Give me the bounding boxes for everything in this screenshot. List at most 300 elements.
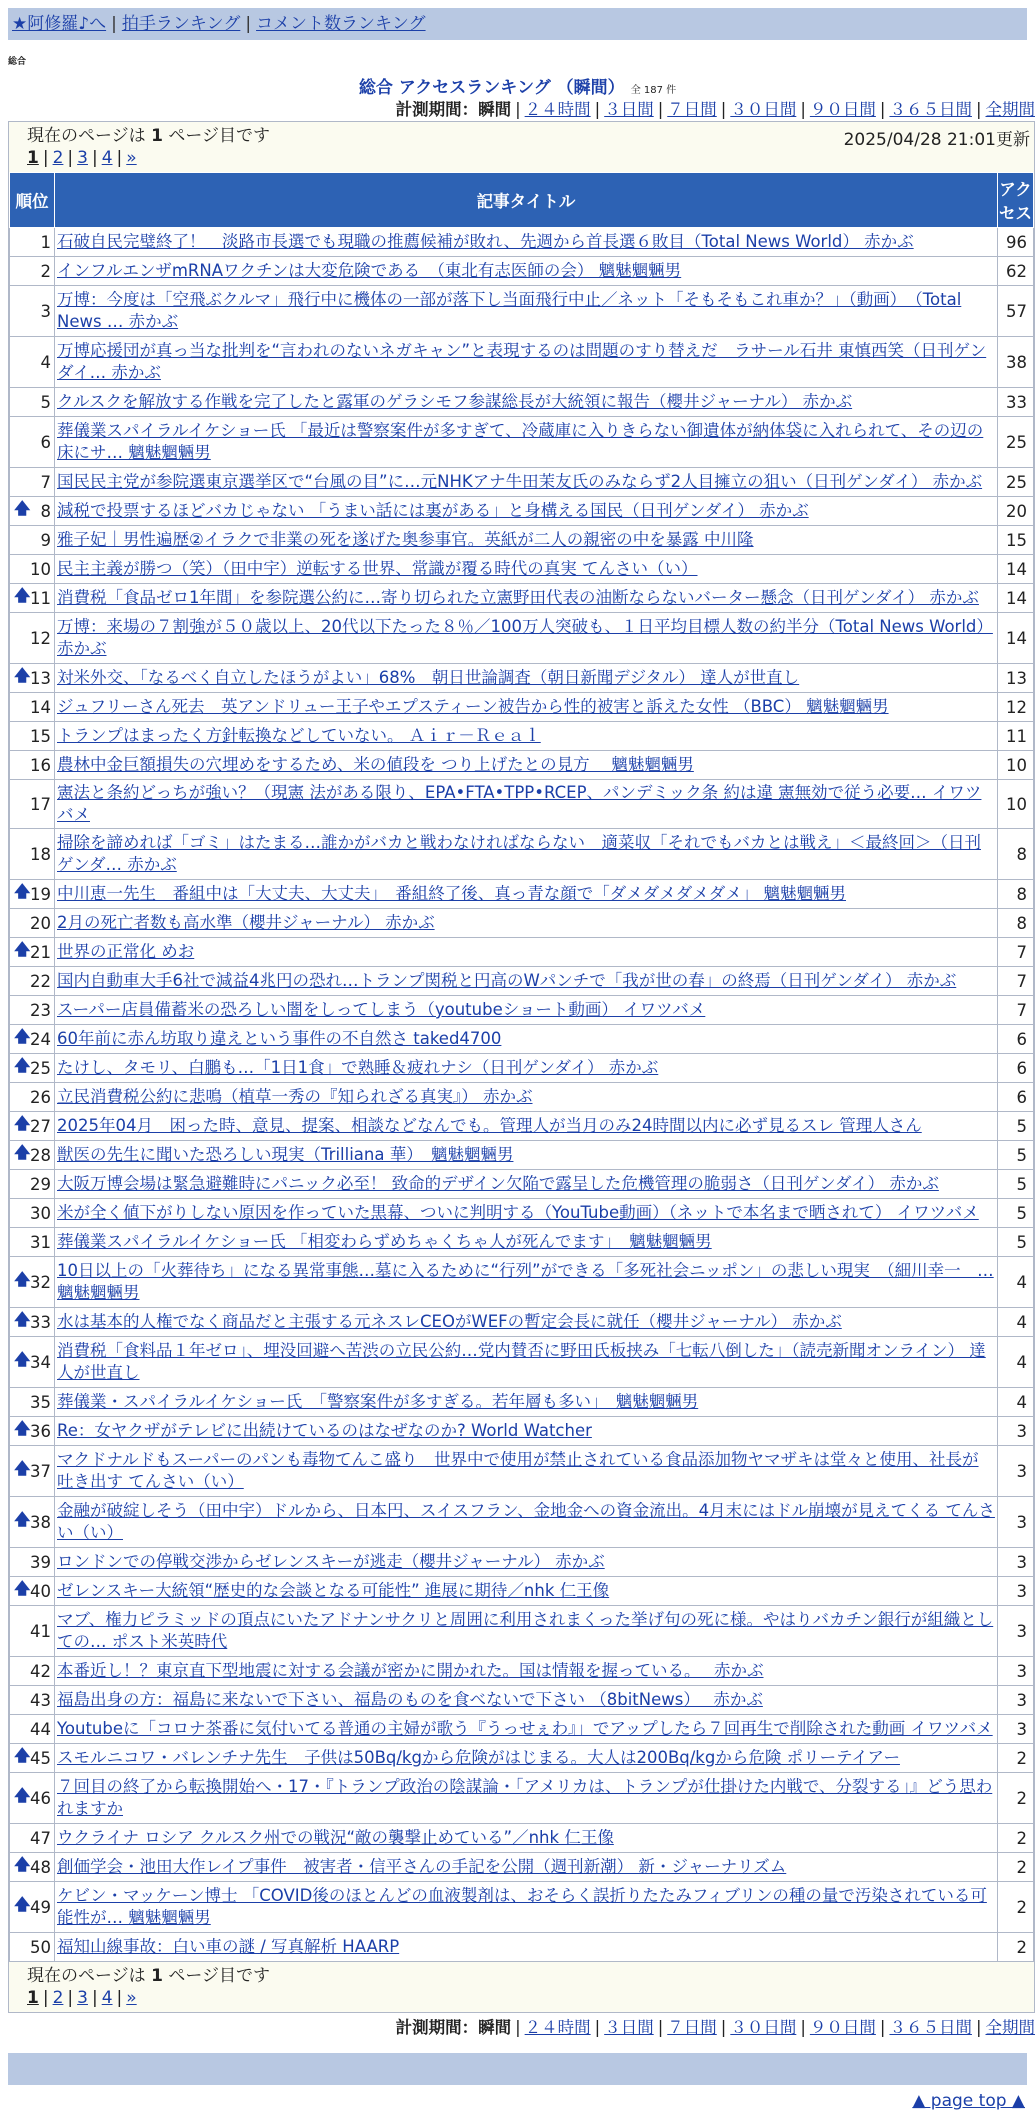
table-row [10, 967, 1034, 996]
table-row [10, 1773, 1034, 1824]
article-link[interactable]: ジュフリーさん死去 英アンドリュー王子やエプスティーン被告から性的被害と訴えた女性 （BBC） 魑魅魍魎男 [57, 697, 889, 716]
title-cell [55, 996, 998, 1025]
rank-number: 7 [41, 473, 52, 492]
page-info-pre: 現在のページは [27, 1966, 151, 1986]
period-sep: | [976, 100, 982, 119]
article-link[interactable]: 中川恵一先生 番組中は「大丈夫、大丈夫」 番組終了後、真っ青な顔で「ダメダメダメダメ」 魑魅魍魎男 [57, 884, 846, 903]
rank-number: 18 [30, 845, 51, 864]
rank-number: 46 [30, 1789, 51, 1808]
table-row [10, 1446, 1034, 1497]
bottom-bar [8, 2053, 1027, 2085]
period-current: 瞬間 [478, 2018, 511, 2037]
access-count: 4 [998, 1308, 1034, 1337]
rank-cell [10, 1054, 55, 1083]
table-row [10, 1744, 1034, 1773]
arrow-up-icon: 🡅 [14, 585, 30, 612]
nav-sep: | [111, 14, 117, 34]
rank-cell [10, 1744, 55, 1773]
rank-cell [10, 526, 55, 555]
rank-number: 47 [30, 1829, 51, 1848]
rank-cell [10, 1083, 55, 1112]
access-count: 14 [998, 555, 1034, 584]
article-link[interactable]: たけし、タモリ、白鵬も…「1日1食」で熟睡＆疲れナシ（日刊ゲンダイ） 赤かぶ [57, 1058, 658, 1077]
access-count: 6 [998, 1025, 1034, 1054]
table-row [10, 417, 1034, 468]
article-link[interactable]: 創価学会・池田大作レイプ事件 被害者・信平さんの手記を公開（週刊新潮） 新・ジャーナリズム [57, 1857, 786, 1876]
title-cell [55, 1257, 998, 1308]
rank-cell [10, 1606, 55, 1657]
arrow-up-icon: 🡅 [14, 1349, 30, 1376]
period-selector-bottom [0, 2017, 1035, 2039]
article-link[interactable]: 福知山線事故：白い車の謎 / 写真解析 HAARP [57, 1937, 399, 1956]
arrow-up-icon: 🡅 [14, 1026, 30, 1053]
title-cell [55, 967, 998, 996]
table-row [10, 1112, 1034, 1141]
rank-cell [10, 286, 55, 337]
period-link[interactable]: ３０日間 [730, 2018, 796, 2037]
article-link[interactable]: 国内自動車大手6社で減益4兆円の恐れ…トランプ関税と円高のWパンチで「我が世の春」の終焉（日刊ゲンダイ） 赤かぶ [57, 971, 956, 990]
pager-current: 1 [27, 148, 39, 168]
article-link[interactable]: 農林中金巨額損失の穴埋めをするため、米の値段を つり上げたとの見方 魑魅魍魎男 [57, 755, 694, 774]
pager-link[interactable]: 4 [102, 1988, 113, 2008]
pager-link[interactable]: 2 [53, 148, 64, 168]
rank-cell [10, 1141, 55, 1170]
access-count: 7 [998, 996, 1034, 1025]
table-row [10, 584, 1034, 613]
rank-number: 3 [41, 302, 52, 321]
table-row [10, 1199, 1034, 1228]
rank-number: 42 [30, 1662, 51, 1681]
article-link[interactable]: 10日以上の「火葬待ち」になる異常事態…墓に入るために“行列”ができる「多死社会ニッポン」の悲しい現実 （細川幸一 … 魑魅魍魎男 [57, 1261, 994, 1302]
article-link[interactable]: 国民民主党が参院選東京選挙区で“台風の目”に…元NHKアナ牛田茉友氏のみならず2人目擁立の狙い（日刊ゲンダイ） 赤かぶ [57, 472, 982, 491]
title-cell [55, 780, 998, 829]
article-link[interactable]: 葬儀業・スパイラルイケショー氏 「警察案件が多すぎる。若年層も多い」 魑魅魍魎男 [57, 1392, 698, 1411]
title-cell [55, 228, 998, 257]
access-count: 6 [998, 1054, 1034, 1083]
pager-next[interactable]: » [126, 1988, 136, 2008]
table-row [10, 1257, 1034, 1308]
rank-cell [10, 257, 55, 286]
title-cell [55, 1657, 998, 1686]
title-cell [55, 880, 998, 909]
period-sep: | [515, 100, 521, 119]
article-link[interactable]: 万博：来場の７割強が５０歳以上、20代以下たった８％／100万人突破も、１日平均目標人数の約半分（Total News World） 赤かぶ [57, 617, 993, 658]
period-link[interactable]: 全期間 [986, 100, 1035, 119]
item-count: 全 187 件 [631, 85, 676, 96]
title-cell [55, 1199, 998, 1228]
article-link[interactable]: 減税で投票するほどバカじゃない 「うまい話には裏がある」と身構える国民（日刊ゲンダイ） 赤かぶ [57, 501, 809, 520]
article-link[interactable]: 獣医の先生に聞いた恐ろしい現実（Trilliana 華） 魑魅魍魎男 [57, 1145, 513, 1164]
access-count: 5 [998, 1112, 1034, 1141]
access-count: 3 [998, 1606, 1034, 1657]
period-link[interactable]: ７日間 [667, 100, 717, 119]
pager-sep: | [117, 1988, 123, 2008]
period-link[interactable]: 全期間 [986, 2018, 1035, 2037]
table-row [10, 1025, 1034, 1054]
pager-link[interactable]: 2 [53, 1988, 64, 2008]
rank-number: 38 [30, 1513, 51, 1532]
access-count: 7 [998, 938, 1034, 967]
rank-number: 39 [30, 1553, 51, 1572]
arrow-up-icon: 🡅 [14, 1578, 30, 1605]
rank-number: 24 [30, 1030, 51, 1049]
title-cell [55, 1933, 998, 1962]
access-count: 2 [998, 1744, 1034, 1773]
table-row [10, 1548, 1034, 1577]
article-link[interactable]: 民主主義が勝つ（笑）（田中宇）逆転する世界、常識が覆る時代の真実 てんさい（い） [57, 559, 698, 578]
arrow-up-icon: 🡅 [14, 1269, 30, 1296]
article-link[interactable]: 米が全く値下がりしない原因を作っていた黒幕、ついに判明する（YouTube動画）（ネットで本名まで晒されて） イワツバメ [57, 1203, 979, 1222]
access-count: 10 [998, 780, 1034, 829]
period-sep: | [880, 2018, 886, 2037]
rank-number: 50 [30, 1938, 51, 1957]
article-link[interactable]: 葬儀業スパイラルイケショー氏 「最近は警察案件が多すぎて、冷蔵庫に入りきらない御遺体が納体袋に入れられて、その辺の床にサ… 魑魅魍魎男 [57, 421, 983, 462]
access-count: 3 [998, 1548, 1034, 1577]
arrow-up-icon: 🡅 [14, 881, 30, 908]
article-link[interactable]: 水は基本的人権でなく商品だと主張する元ネスレCEOがWEFの暫定会長に就任（櫻井ジャーナル） 赤かぶ [57, 1312, 842, 1331]
title-cell [55, 1025, 998, 1054]
period-sep: | [721, 2018, 727, 2037]
rank-cell [10, 829, 55, 880]
table-row [10, 257, 1034, 286]
title-cell [55, 1308, 998, 1337]
title-cell [55, 1606, 998, 1657]
rank-number: 45 [30, 1749, 51, 1768]
comment-ranking-link[interactable]: コメント数ランキング [256, 14, 426, 34]
rank-number: 11 [30, 589, 51, 608]
table-row [10, 829, 1034, 880]
arrow-up-icon: 🡅 [14, 498, 30, 525]
article-link[interactable]: 立民消費税公約に悲鳴（植草一秀の『知られざる真実』） 赤かぶ [57, 1087, 533, 1106]
access-count: 14 [998, 584, 1034, 613]
rank-number: 16 [30, 756, 51, 775]
page-top-link[interactable]: ▲ page top ▲ [912, 2091, 1025, 2111]
title-cell [55, 1773, 998, 1824]
pager-sep: | [43, 1988, 49, 2008]
pager-link[interactable]: 3 [77, 148, 88, 168]
period-link[interactable]: ３日間 [604, 2018, 654, 2037]
rank-number: 4 [41, 353, 52, 372]
period-link[interactable]: ７日間 [667, 2018, 717, 2037]
rank-number: 5 [41, 393, 52, 412]
title-cell [55, 1824, 998, 1853]
access-count: 15 [998, 526, 1034, 555]
article-link[interactable]: 消費税「食品ゼロ1年間」を参院選公約に…寄り切られた立憲野田代表の油断ならないバーター懸念（日刊ゲンダイ） 赤かぶ [57, 588, 979, 607]
access-count: 3 [998, 1446, 1034, 1497]
access-count: 25 [998, 417, 1034, 468]
article-link[interactable]: スーパー店員備蓄米の恐ろしい闇をしってしまう（youtubeショート動画） イワツバメ [57, 1000, 705, 1019]
top-nav [8, 8, 1027, 40]
period-sep: | [658, 2018, 664, 2037]
article-link[interactable]: マブ、権力ピラミッドの頂点にいたアドナンサクリと周囲に利用されまくった挙げ句の死に様。やはりバカチン銀行が組織としての… ポスト米英時代 [57, 1610, 993, 1651]
rank-cell [10, 1170, 55, 1199]
period-sep: | [880, 100, 886, 119]
table-row [10, 1933, 1034, 1962]
clap-ranking-link[interactable]: 拍手ランキング [122, 14, 241, 34]
title-cell [55, 751, 998, 780]
arrow-up-icon: 🡅 [14, 1509, 30, 1536]
period-sep: | [595, 2018, 601, 2037]
arrow-up-icon: 🡅 [14, 1309, 30, 1336]
arrow-up-icon: 🡅 [14, 1142, 30, 1169]
article-link[interactable]: 60年前に赤ん坊取り違えという事件の不自然さ taked4700 [57, 1029, 501, 1048]
rank-number: 43 [30, 1691, 51, 1710]
access-count: 4 [998, 1388, 1034, 1417]
table-row [10, 555, 1034, 584]
table-row [10, 1083, 1034, 1112]
title-cell [55, 909, 998, 938]
access-count: 7 [998, 967, 1034, 996]
period-link[interactable]: ３６５日間 [889, 100, 972, 119]
article-link[interactable]: ゼレンスキー大統領“歴史的な会談となる可能性” 進展に期待／nhk 仁王像 [57, 1581, 609, 1600]
title-cell [55, 1141, 998, 1170]
home-link[interactable]: ★阿修羅♪へ [12, 14, 106, 34]
article-link[interactable]: 金融が破綻しそう（田中宇）ドルから、日本円、スイスフラン、金地金への資金流出。4月末にはドル崩壊が見えてくる てんさい（い） [57, 1501, 995, 1542]
table-row [10, 1606, 1034, 1657]
rank-cell [10, 1446, 55, 1497]
rank-cell [10, 1548, 55, 1577]
table-row [10, 1882, 1034, 1933]
article-link[interactable]: インフルエンザmRNAワクチンは大変危険である （東北有志医師の会） 魑魅魍魎男 [57, 261, 681, 280]
rank-number: 35 [30, 1393, 51, 1412]
access-count: 8 [998, 909, 1034, 938]
access-count: 13 [998, 664, 1034, 693]
rank-number: 9 [41, 531, 52, 550]
access-count: 3 [998, 1577, 1034, 1606]
article-link[interactable]: スモルニコワ・バレンチナ先生 子供は50Bq/kgから危険がはじまる。大人は200Bq/kgから危険 ポリーテイアー [57, 1748, 900, 1767]
title-cell [55, 664, 998, 693]
arrow-up-icon: 🡅 [14, 1458, 30, 1485]
article-link[interactable]: 憲法と条約どっちが強い？（現憲 法がある限り、EPA•FTA•TPP•RCEP、パンデミック条 約は違 憲無効で従う必要… イワツバメ [57, 783, 981, 824]
rank-number: 37 [30, 1462, 51, 1481]
period-current: 瞬間 [478, 100, 511, 119]
pager-sep: | [67, 1988, 73, 2008]
period-link[interactable]: ３０日間 [730, 100, 796, 119]
period-link[interactable]: ９０日間 [810, 2018, 876, 2037]
article-link[interactable]: 掃除を諦めれば「ゴミ」はたまる…誰かがバカと戦わなければならない 適菜収「それでもバカとは戦え」＜最終回＞（日刊ゲンダ… 赤かぶ [57, 833, 981, 874]
access-count: 96 [998, 228, 1034, 257]
table-row [10, 1170, 1034, 1199]
rank-number: 15 [30, 727, 51, 746]
rank-cell [10, 388, 55, 417]
rank-cell [10, 468, 55, 497]
title-cell [55, 613, 998, 664]
pager-current: 1 [27, 1988, 39, 2008]
rank-number: 40 [30, 1582, 51, 1601]
rank-number: 8 [41, 502, 52, 521]
rank-cell [10, 417, 55, 468]
rank-number: 26 [30, 1088, 51, 1107]
article-link[interactable]: ウクライナ ロシア クルスク州での戦況“敵の襲撃止めている”／nhk 仁王像 [57, 1828, 614, 1847]
rank-number: 23 [30, 1001, 51, 1020]
rank-cell [10, 228, 55, 257]
title-cell [55, 829, 998, 880]
rank-number: 17 [30, 795, 51, 814]
rank-cell [10, 1388, 55, 1417]
access-count: 14 [998, 613, 1034, 664]
period-sep: | [800, 2018, 806, 2037]
rank-cell [10, 1337, 55, 1388]
table-row [10, 751, 1034, 780]
access-count: 2 [998, 1773, 1034, 1824]
article-link[interactable]: 雅子妃｜男性遍歴②イラクで非業の死を遂げた奥参事官。英紙が二人の親密の中を暴露 中川隆 [57, 530, 754, 549]
rank-cell [10, 909, 55, 938]
page-info-pre: 現在のページは [27, 126, 151, 146]
table-row [10, 1657, 1034, 1686]
access-count: 33 [998, 388, 1034, 417]
category-label: 総合 [8, 54, 1035, 67]
article-link[interactable]: クルスクを解放する作戦を完了したと露軍のゲラシモフ参謀総長が大統領に報告（櫻井ジャーナル） 赤かぶ [57, 392, 852, 411]
access-count: 6 [998, 1083, 1034, 1112]
table-row [10, 1417, 1034, 1446]
period-label: 計測期間： [396, 100, 479, 119]
pager-sep: | [92, 148, 98, 168]
article-link[interactable]: 本番近し！？東京直下型地震に対する会議が密かに開かれた。国は情報を握っている。 赤かぶ [57, 1661, 764, 1680]
access-count: 2 [998, 1882, 1034, 1933]
table-row [10, 1054, 1034, 1083]
rank-cell [10, 938, 55, 967]
rank-cell [10, 1933, 55, 1962]
period-link[interactable]: ３日間 [604, 100, 654, 119]
arrow-up-icon: 🡅 [14, 1854, 30, 1881]
article-link[interactable]: トランプはまったく方針転換などしていない。 Ａｉｒ－Ｒｅａｌ [57, 726, 541, 745]
rank-number: 6 [41, 433, 52, 452]
rank-number: 33 [30, 1313, 51, 1332]
article-link[interactable]: ケビン・マッケーン博士 「COVID後のほとんどの血液製剤は、おそらく誤折りたたみフィブリンの種の量で汚染されている可能性が… 魑魅魍魎男 [57, 1886, 987, 1927]
access-count: 62 [998, 257, 1034, 286]
article-link[interactable]: ロンドンでの停戦交渉からゼレンスキーが逃走（櫻井ジャーナル） 赤かぶ [57, 1552, 605, 1571]
page-info-current: 1 [151, 1966, 163, 1986]
title-cell [55, 1715, 998, 1744]
access-count: 20 [998, 497, 1034, 526]
pager-link[interactable]: 4 [102, 148, 113, 168]
access-count: 57 [998, 286, 1034, 337]
article-link[interactable]: Youtubeに「コロナ茶番に気付いてる普通の主婦が歌う『うっせぇわ』」でアップしたら７回再生で削除された動画 イワツバメ [57, 1719, 993, 1738]
rank-number: 12 [30, 629, 51, 648]
rank-cell [10, 722, 55, 751]
title-cell [55, 1388, 998, 1417]
table-row [10, 1388, 1034, 1417]
article-link[interactable]: 世界の正常化 めお [57, 942, 194, 961]
article-link[interactable]: 消費税「食料品１年ゼロ」、埋没回避へ苦渋の立民公約…党内賛否に野田氏板挟み「七転八倒した」（読売新聞オンライン） 達人が世直し [57, 1341, 986, 1382]
table-row [10, 693, 1034, 722]
period-label: 計測期間： [396, 2018, 479, 2037]
table-row [10, 1228, 1034, 1257]
title-cell [55, 337, 998, 388]
rank-cell [10, 751, 55, 780]
table-row [10, 938, 1034, 967]
title-cell [55, 1853, 998, 1882]
title-cell [55, 1497, 998, 1548]
table-row [10, 1824, 1034, 1853]
article-link[interactable]: 2月の死亡者数も高水準（櫻井ジャーナル） 赤かぶ [57, 913, 435, 932]
article-link[interactable]: 万博：今度は「空飛ぶクルマ」飛行中に機体の一部が落下し当面飛行中止／ネット「そもそもこれ車か？」（動画） （Total News … 赤かぶ [57, 290, 961, 331]
access-count: 38 [998, 337, 1034, 388]
title-cell [55, 1744, 998, 1773]
title-cell [55, 555, 998, 584]
access-count: 5 [998, 1228, 1034, 1257]
title-cell [55, 693, 998, 722]
period-selector [0, 99, 1035, 121]
title-cell [55, 257, 998, 286]
period-link[interactable]: ９０日間 [810, 100, 876, 119]
access-count: 3 [998, 1417, 1034, 1446]
title-cell [55, 286, 998, 337]
rank-number: 36 [30, 1422, 51, 1441]
title-cell [55, 1686, 998, 1715]
nav-sep: | [245, 14, 251, 34]
pager-sep: | [92, 1988, 98, 2008]
table-row [10, 1497, 1034, 1548]
period-sep: | [658, 100, 664, 119]
pager-next[interactable]: » [126, 148, 136, 168]
title-cell [55, 417, 998, 468]
rank-cell [10, 780, 55, 829]
rank-cell [10, 555, 55, 584]
rank-number: 49 [30, 1898, 51, 1917]
arrow-up-icon: 🡅 [14, 665, 30, 692]
title-cell [55, 1882, 998, 1933]
period-link[interactable]: ２４時間 [525, 2018, 591, 2037]
article-link[interactable]: 万博応援団が真っ当な批判を“言われのないネガキャン”と表現するのは問題のすり替えだ ラサール石井 東慎西笑（日刊ゲンダイ… 赤かぶ [57, 341, 986, 382]
page-info-bottom [9, 1962, 1034, 2012]
period-link[interactable]: ３６５日間 [889, 2018, 972, 2037]
period-sep: | [595, 100, 601, 119]
rank-cell [10, 1308, 55, 1337]
access-count: 8 [998, 829, 1034, 880]
access-count: 5 [998, 1141, 1034, 1170]
article-link[interactable]: 対米外交、「なるべく自立したほうがよい」68% 朝日世論調査（朝日新聞デジタル） 達人が世直し [57, 668, 799, 687]
pager [27, 147, 1016, 169]
article-link[interactable]: ７回目の終了から転換開始へ・17・『トランプ政治の陰謀論・「アメリカは、トランプが仕掛けた内戦で、分裂する」』どう思われますか [57, 1777, 992, 1818]
article-link[interactable]: Re：女ヤクザがテレビに出続けているのはなぜなのか? World Watcher [57, 1421, 592, 1440]
table-row [10, 468, 1034, 497]
table-row [10, 497, 1034, 526]
rank-cell [10, 1853, 55, 1882]
rank-cell [10, 1577, 55, 1606]
article-link[interactable]: 2025年04月 困った時、意見、提案、相談などなんでも。管理人が当月のみ24時間以内に必ず見るスレ 管理人さん [57, 1116, 922, 1135]
rank-cell [10, 1497, 55, 1548]
period-link[interactable]: ２４時間 [525, 100, 591, 119]
rank-cell [10, 1112, 55, 1141]
table-row [10, 613, 1034, 664]
title-cell [55, 1083, 998, 1112]
pager-link[interactable]: 3 [77, 1988, 88, 2008]
table-row [10, 228, 1034, 257]
page-title: 総合 アクセスランキング （瞬間） [359, 78, 625, 98]
article-link[interactable]: 葬儀業スパイラルイケショー氏 「相変わらずめちゃくちゃ人が死んでます」 魑魅魍魎男 [57, 1232, 712, 1251]
access-count: 2 [998, 1933, 1034, 1962]
article-link[interactable]: 福島出身の方：福島に来ないで下さい、福島のものを食べないで下さい （8bitNews） 赤かぶ [57, 1690, 763, 1709]
table-row [10, 1337, 1034, 1388]
article-link[interactable]: 大阪万博会場は緊急避難時にパニック必至！ 致命的デザイン欠陥で露呈した危機管理の脆弱さ（日刊ゲンダイ） 赤かぶ [57, 1174, 939, 1193]
rank-number: 28 [30, 1146, 51, 1165]
updated-time: 2025/04/28 21:01更新 [844, 125, 1030, 150]
arrow-up-icon: 🡅 [14, 1785, 30, 1812]
rank-cell [10, 967, 55, 996]
table-row [10, 664, 1034, 693]
access-count: 3 [998, 1686, 1034, 1715]
rank-number: 44 [30, 1720, 51, 1739]
period-sep: | [515, 2018, 521, 2037]
arrow-up-icon: 🡅 [14, 1055, 30, 1082]
rank-cell [10, 1025, 55, 1054]
article-link[interactable]: 石破自民完璧終了！ 淡路市長選でも現職の推薦候補が敗れ、先週から首長選６敗目（Total News World） 赤かぶ [57, 232, 914, 251]
table-header [10, 173, 1034, 228]
access-count: 4 [998, 1337, 1034, 1388]
article-link[interactable]: マクドナルドもスーパーのパンも毒物てんこ盛り 世界中で使用が禁止されている食品添加物ヤマザキは堂々と使用、社長が吐き出す てんさい（い） [57, 1450, 979, 1491]
col-access: アクセス [998, 173, 1034, 228]
